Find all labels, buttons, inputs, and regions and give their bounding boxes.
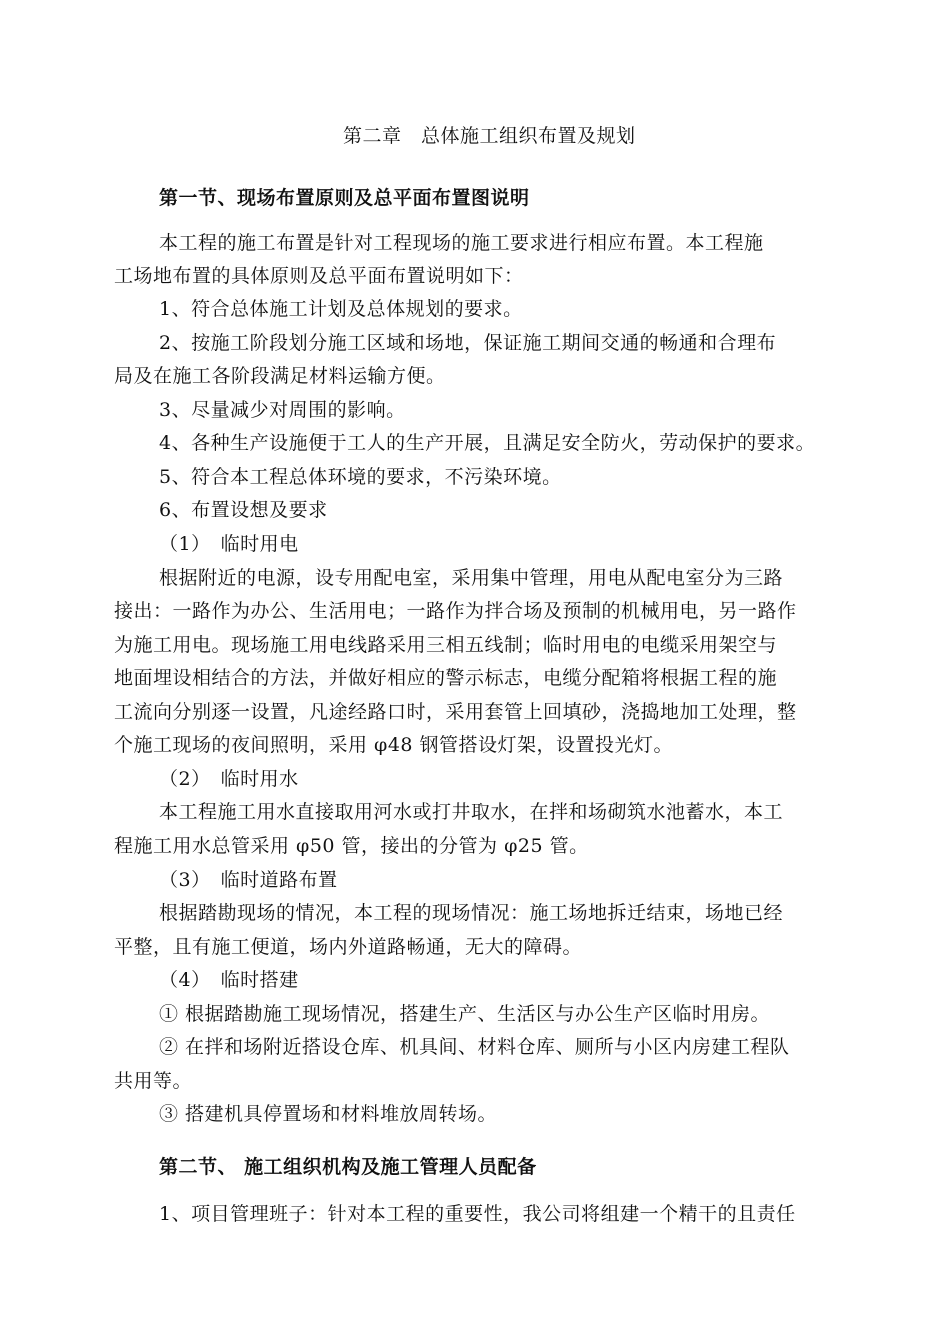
- paragraph-line: 根据附近的电源，设专用配电室，采用集中管理，用电从配电室分为三路: [159, 567, 784, 589]
- list-item-2: 2、按施工阶段划分施工区域和场地，保证施工期间交通的畅通和合理布: [159, 332, 777, 354]
- list-item-6: 6、布置设想及要求: [159, 499, 328, 521]
- section1-heading: 第一节、现场布置原则及总平面布置图说明: [159, 187, 530, 209]
- list-item-4: 4、各种生产设施便于工人的生产开展，且满足安全防火，劳动保护的要求。: [159, 432, 816, 454]
- list-item-3: 3、尽量减少对周围的影响。: [159, 399, 406, 421]
- circled-item-3: ③ 搭建机具停置场和材料堆放周转场。: [159, 1103, 498, 1125]
- paragraph-line: 程施工用水总管采用 φ50 管，接出的分管为 φ25 管。: [114, 835, 589, 857]
- paragraph-line: 本工程的施工布置是针对工程现场的施工要求进行相应布置。本工程施: [159, 232, 764, 254]
- subsection-title-buildings: （4） 临时搭建: [159, 969, 299, 991]
- paragraph-line: 接出：一路作为办公、生活用电；一路作为拌合场及预制的机械用电，另一路作: [114, 600, 797, 622]
- subsection-title-electricity: （1） 临时用电: [159, 533, 299, 555]
- paragraph-line: 个施工现场的夜间照明，采用 φ48 钢管搭设灯架，设置投光灯。: [114, 734, 674, 756]
- circled-item-1: ① 根据踏勘施工现场情况，搭建生产、生活区与办公生产区临时用房。: [159, 1003, 771, 1025]
- paragraph-line: 工流向分别逐一设置，凡途经路口时，采用套管上回填砂，浇捣地加工处理，整: [114, 701, 797, 723]
- paragraph-line: 工场地布置的具体原则及总平面布置说明如下：: [114, 265, 524, 287]
- paragraph-line: 本工程施工用水直接取用河水或打井取水，在拌和场砌筑水池蓄水，本工: [159, 801, 784, 823]
- list-item-1: 1、符合总体施工计划及总体规划的要求。: [159, 298, 523, 320]
- list-item-5: 5、符合本工程总体环境的要求，不污染环境。: [159, 466, 562, 488]
- paragraph-line: 地面埋设相结合的方法，并做好相应的警示标志，电缆分配箱将根据工程的施: [114, 667, 778, 689]
- paragraph-line: 为施工用电。现场施工用电线路采用三相五线制；临时用电的电缆采用架空与: [114, 634, 778, 656]
- paragraph-line: 平整，且有施工便道，场内外道路畅通，无大的障碍。: [114, 936, 583, 958]
- subsection-title-roads: （3） 临时道路布置: [159, 869, 338, 891]
- chapter-title: 第二章 总体施工组织布置及规划: [343, 125, 636, 147]
- paragraph-line: 1、项目管理班子：针对本工程的重要性，我公司将组建一个精干的且责任: [159, 1203, 796, 1225]
- circled-item-2: ② 在拌和场附近搭设仓库、机具间、材料仓库、厕所与小区内房建工程队: [159, 1036, 790, 1058]
- circled-item-2-cont: 共用等。: [114, 1070, 193, 1092]
- list-item-2-cont: 局及在施工各阶段满足材料运输方便。: [114, 365, 446, 387]
- subsection-title-water: （2） 临时用水: [159, 768, 299, 790]
- paragraph-line: 根据踏勘现场的情况，本工程的现场情况：施工场地拆迁结束，场地已经: [159, 902, 784, 924]
- section2-heading: 第二节、 施工组织机构及施工管理人员配备: [159, 1156, 537, 1178]
